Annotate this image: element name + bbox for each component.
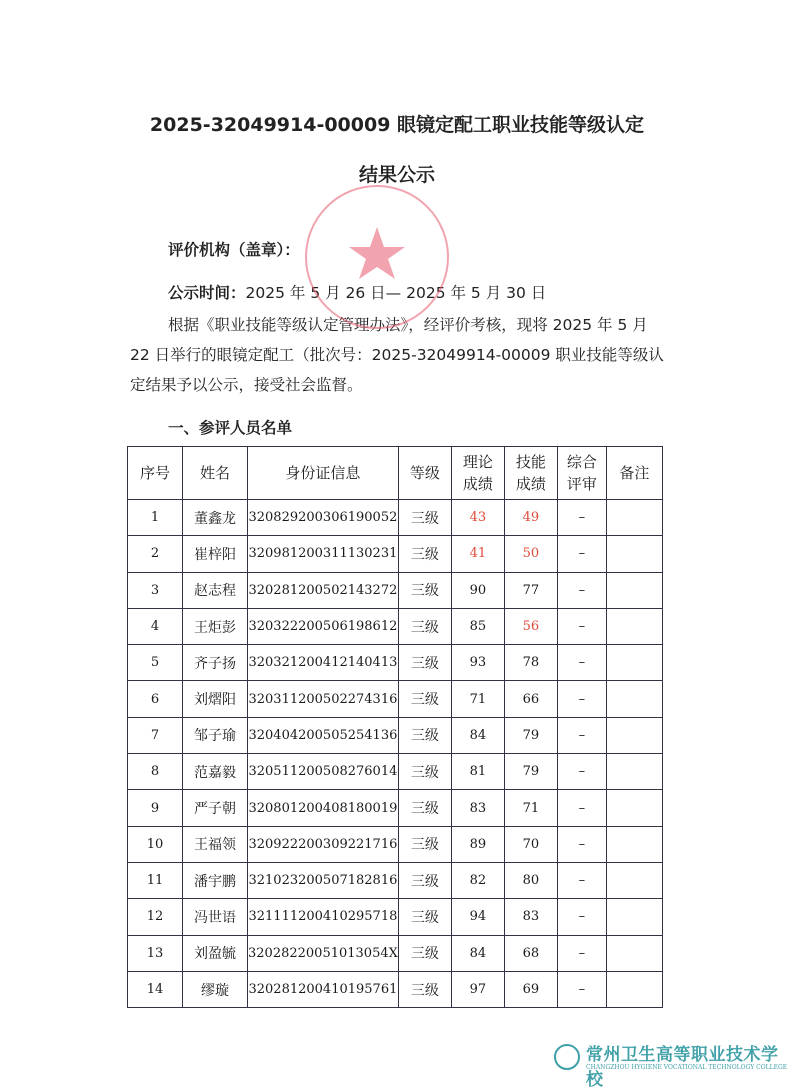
- name-cell: 王福领: [183, 826, 248, 862]
- skill-score-cell: 56: [504, 608, 557, 644]
- column-header: 身份证信息: [248, 447, 399, 500]
- theory-score-cell: 85: [451, 608, 504, 644]
- name-cell: 冯世语: [183, 899, 248, 935]
- note-cell: [606, 536, 662, 572]
- column-header: 序号: [128, 447, 183, 500]
- skill-score-cell: 78: [504, 645, 557, 681]
- theory-score-cell: 97: [451, 971, 504, 1007]
- serial-number-cell: 5: [128, 645, 183, 681]
- note-cell: [606, 754, 662, 790]
- skill-score-cell: 49: [504, 500, 557, 536]
- column-header: 理论 成绩: [451, 447, 504, 500]
- table-row: [128, 971, 663, 1007]
- school-logo: [548, 1040, 794, 1090]
- name-cell: 刘盈毓: [183, 935, 248, 971]
- review-cell: –: [557, 681, 606, 717]
- skill-score-cell: 83: [504, 899, 557, 935]
- id-number-cell: 320922200309221716: [248, 826, 399, 862]
- level-cell: 三级: [398, 681, 451, 717]
- level-cell: 三级: [398, 536, 451, 572]
- table-row: [128, 790, 663, 826]
- seal-star-icon: [307, 187, 447, 327]
- serial-number-cell: 12: [128, 899, 183, 935]
- column-header: 技能 成绩: [504, 447, 557, 500]
- skill-score-cell: 71: [504, 790, 557, 826]
- name-cell: 王炬彭: [183, 608, 248, 644]
- name-cell: 刘熠阳: [183, 681, 248, 717]
- id-number-cell: 320981200311130231: [248, 536, 399, 572]
- column-header: 备注: [606, 447, 662, 500]
- table-row: [128, 645, 663, 681]
- skill-score-cell: 79: [504, 754, 557, 790]
- skill-score-cell: 69: [504, 971, 557, 1007]
- theory-score-cell: 93: [451, 645, 504, 681]
- id-number-cell: 320281200410195761: [248, 971, 399, 1007]
- theory-score-cell: 90: [451, 572, 504, 608]
- document-subtitle: 结果公示: [358, 164, 435, 186]
- level-cell: 三级: [398, 500, 451, 536]
- publicity-period-label: 公示时间：: [168, 284, 246, 302]
- school-name-english: CHANGZHOU HYGIENE VOCATIONAL TECHNOLOGY COLLEGE: [586, 1064, 788, 1071]
- level-cell: 三级: [398, 717, 451, 753]
- note-cell: [606, 572, 662, 608]
- name-cell: 赵志程: [183, 572, 248, 608]
- note-cell: [606, 935, 662, 971]
- school-emblem-icon: [554, 1044, 580, 1070]
- note-cell: [606, 500, 662, 536]
- serial-number-cell: 3: [128, 572, 183, 608]
- evaluation-org-label: 评价机构（盖章）：: [168, 241, 300, 259]
- note-cell: [606, 899, 662, 935]
- review-cell: –: [557, 500, 606, 536]
- table-body: [128, 500, 663, 1008]
- serial-number-cell: 6: [128, 681, 183, 717]
- skill-score-cell: 80: [504, 862, 557, 898]
- table-row: [128, 681, 663, 717]
- announcement-paragraph: 根据《职业技能等级认定管理办法》，经评价考核，现将 2025 年 5 月 22 日举行的眼镜定配工（批次号：2025-32049914-00009 职业技能等级认定结果予以公示，接受社会监督。: [130, 316, 664, 394]
- publicity-period: [168, 281, 546, 303]
- level-cell: 三级: [398, 935, 451, 971]
- note-cell: [606, 862, 662, 898]
- theory-score-cell: 82: [451, 862, 504, 898]
- theory-score-cell: 41: [451, 536, 504, 572]
- column-header: 等级: [398, 447, 451, 500]
- note-cell: [606, 645, 662, 681]
- skill-score-cell: 70: [504, 826, 557, 862]
- table-row: [128, 500, 663, 536]
- document-title: 2025-32049914-00009 眼镜定配工职业技能等级认定: [149, 114, 645, 136]
- theory-score-cell: 71: [451, 681, 504, 717]
- serial-number-cell: 14: [128, 971, 183, 1007]
- id-number-cell: 320281200502143272: [248, 572, 399, 608]
- theory-score-cell: 81: [451, 754, 504, 790]
- note-cell: [606, 717, 662, 753]
- review-cell: –: [557, 754, 606, 790]
- column-header: 综合 评审: [557, 447, 606, 500]
- name-cell: 邹子瑜: [183, 717, 248, 753]
- table-row: [128, 572, 663, 608]
- name-cell: 严子朝: [183, 790, 248, 826]
- table-row: [128, 536, 663, 572]
- id-number-cell: 320801200408180019: [248, 790, 399, 826]
- level-cell: 三级: [398, 971, 451, 1007]
- id-number-cell: 32028220051013054X: [248, 935, 399, 971]
- official-seal: [305, 185, 449, 329]
- table-header-row: [128, 447, 663, 500]
- table-row: [128, 899, 663, 935]
- id-number-cell: 320829200306190052: [248, 500, 399, 536]
- table-row: [128, 717, 663, 753]
- name-cell: 齐子扬: [183, 645, 248, 681]
- review-cell: –: [557, 536, 606, 572]
- review-cell: –: [557, 899, 606, 935]
- review-cell: –: [557, 608, 606, 644]
- skill-score-cell: 77: [504, 572, 557, 608]
- name-cell: 崔梓阳: [183, 536, 248, 572]
- level-cell: 三级: [398, 790, 451, 826]
- level-cell: 三级: [398, 608, 451, 644]
- publicity-period-value: 2025 年 5 月 26 日— 2025 年 5 月 30 日: [245, 284, 547, 302]
- skill-score-cell: 79: [504, 717, 557, 753]
- name-cell: 潘宇鹏: [183, 862, 248, 898]
- id-number-cell: 320404200505254136: [248, 717, 399, 753]
- serial-number-cell: 11: [128, 862, 183, 898]
- table-row: [128, 608, 663, 644]
- section-title: 一、参评人员名单: [168, 419, 293, 437]
- skill-score-cell: 50: [504, 536, 557, 572]
- level-cell: 三级: [398, 754, 451, 790]
- note-cell: [606, 681, 662, 717]
- level-cell: 三级: [398, 826, 451, 862]
- theory-score-cell: 43: [451, 500, 504, 536]
- serial-number-cell: 4: [128, 608, 183, 644]
- serial-number-cell: 9: [128, 790, 183, 826]
- id-number-cell: 320311200502274316: [248, 681, 399, 717]
- serial-number-cell: 8: [128, 754, 183, 790]
- school-name: 常州卫生高等职业技术学校: [586, 1045, 779, 1090]
- id-number-cell: 320322200506198612: [248, 608, 399, 644]
- serial-number-cell: 1: [128, 500, 183, 536]
- review-cell: –: [557, 971, 606, 1007]
- id-number-cell: 321111200410295718: [248, 899, 399, 935]
- serial-number-cell: 2: [128, 536, 183, 572]
- id-number-cell: 320511200508276014: [248, 754, 399, 790]
- review-cell: –: [557, 790, 606, 826]
- name-cell: 缪璇: [183, 971, 248, 1007]
- review-cell: –: [557, 826, 606, 862]
- level-cell: 三级: [398, 899, 451, 935]
- review-cell: –: [557, 645, 606, 681]
- table-row: [128, 935, 663, 971]
- candidate-table: [127, 446, 663, 1008]
- id-number-cell: 321023200507182816: [248, 862, 399, 898]
- review-cell: –: [557, 717, 606, 753]
- theory-score-cell: 84: [451, 717, 504, 753]
- review-cell: –: [557, 862, 606, 898]
- table-row: [128, 754, 663, 790]
- review-cell: –: [557, 935, 606, 971]
- name-cell: 董鑫龙: [183, 500, 248, 536]
- id-number-cell: 320321200412140413: [248, 645, 399, 681]
- theory-score-cell: 83: [451, 790, 504, 826]
- theory-score-cell: 84: [451, 935, 504, 971]
- review-cell: –: [557, 572, 606, 608]
- level-cell: 三级: [398, 572, 451, 608]
- skill-score-cell: 68: [504, 935, 557, 971]
- note-cell: [606, 790, 662, 826]
- name-cell: 范嘉毅: [183, 754, 248, 790]
- table-row: [128, 862, 663, 898]
- note-cell: [606, 826, 662, 862]
- theory-score-cell: 89: [451, 826, 504, 862]
- theory-score-cell: 94: [451, 899, 504, 935]
- table-row: [128, 826, 663, 862]
- note-cell: [606, 971, 662, 1007]
- skill-score-cell: 66: [504, 681, 557, 717]
- column-header: 姓名: [183, 447, 248, 500]
- level-cell: 三级: [398, 645, 451, 681]
- note-cell: [606, 608, 662, 644]
- serial-number-cell: 7: [128, 717, 183, 753]
- serial-number-cell: 10: [128, 826, 183, 862]
- serial-number-cell: 13: [128, 935, 183, 971]
- level-cell: 三级: [398, 862, 451, 898]
